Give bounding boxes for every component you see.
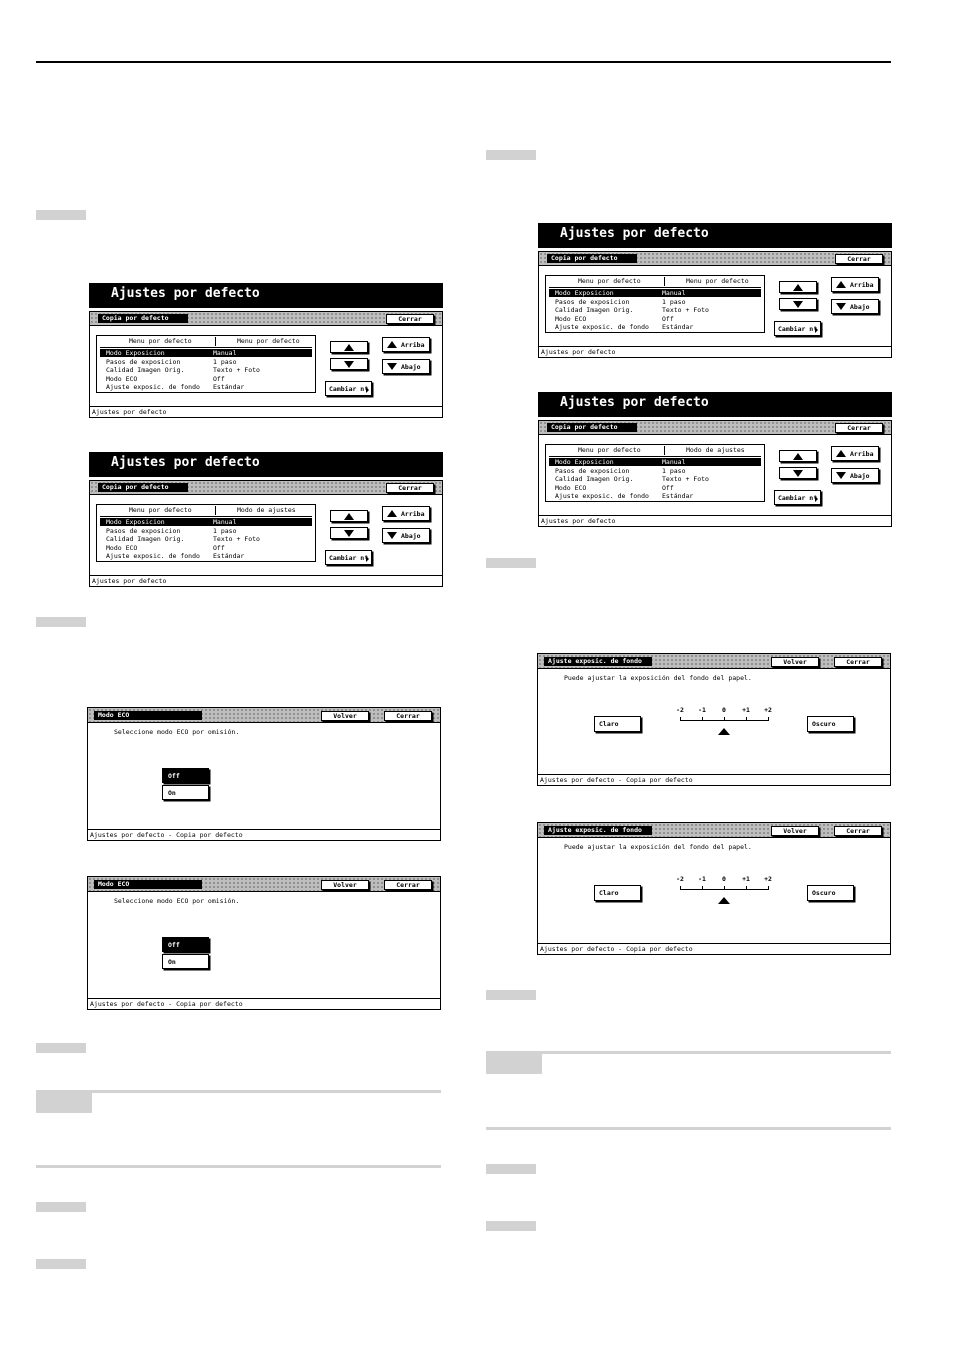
eco-screen <box>87 876 441 1010</box>
step-marker <box>486 1221 536 1231</box>
arrow-up-icon <box>793 453 803 460</box>
arriba-button[interactable] <box>382 506 430 521</box>
change-number-button[interactable] <box>774 321 821 336</box>
row-label: Modo Exposicion <box>555 458 614 466</box>
page-top-rule <box>36 61 891 63</box>
scale-tick <box>746 717 747 721</box>
step-marker <box>486 990 536 1000</box>
row-value: 1 paso <box>213 526 237 535</box>
back-button[interactable]: Volver <box>321 711 369 721</box>
close-button[interactable]: Cerrar <box>835 423 883 433</box>
step-marker <box>36 617 86 627</box>
settings-list <box>545 275 765 333</box>
row-label: Modo Exposicion <box>106 518 165 526</box>
corner-arrow-icon <box>815 327 818 333</box>
header-divider <box>549 287 761 288</box>
row-label: Modo Exposicion <box>555 289 614 297</box>
back-button[interactable]: Volver <box>771 657 819 667</box>
tab-modo-eco[interactable]: Modo ECO <box>94 711 202 720</box>
corner-arrow-icon <box>366 387 369 393</box>
scale-tick-label: -1 <box>698 875 706 883</box>
settings-list-row[interactable] <box>549 475 761 483</box>
column-header-menu: Menu por defecto <box>578 446 641 454</box>
note-tab <box>486 1054 542 1074</box>
change-number-label: Cambiar nº <box>329 553 369 562</box>
change-number-button[interactable] <box>325 550 372 565</box>
settings-list-row[interactable] <box>100 535 312 543</box>
scale-tick-label: -2 <box>676 875 684 883</box>
change-number-button[interactable] <box>325 381 372 396</box>
change-number-label: Cambiar nº <box>778 324 818 333</box>
arrow-up-icon <box>793 284 803 291</box>
arriba-label: Arriba <box>850 449 874 458</box>
arriba-button[interactable] <box>382 337 430 352</box>
row-label: Pasos de exposicion <box>106 526 181 535</box>
settings-list-row[interactable] <box>549 458 761 466</box>
arrow-down-icon <box>836 303 846 310</box>
row-value: Texto + Foto <box>662 306 709 315</box>
row-value: Estándar <box>662 492 694 501</box>
row-value: Estándar <box>662 323 694 332</box>
note-rule <box>486 1051 891 1054</box>
scale-tick-label: -1 <box>698 706 706 714</box>
instruction-text: Puede ajustar la exposición del fondo del papel. <box>564 843 752 851</box>
settings-list-row[interactable] <box>549 323 761 331</box>
settings-list-row[interactable] <box>549 484 761 492</box>
status-bar: Ajustes por defecto <box>90 575 442 586</box>
arrow-up-icon <box>344 513 354 520</box>
status-bar: Ajustes por defecto <box>90 406 442 417</box>
row-value: Manual <box>213 518 237 526</box>
close-button[interactable]: Cerrar <box>835 254 883 264</box>
darker-button[interactable]: Oscuro <box>807 885 854 901</box>
abajo-button[interactable] <box>382 528 430 543</box>
arrow-down-icon <box>793 470 803 477</box>
note-tab <box>36 1093 92 1113</box>
corner-arrow-icon <box>815 496 818 502</box>
status-bar: Ajustes por defecto - Copia por defecto <box>538 943 890 954</box>
scale-tick-label: -2 <box>676 706 684 714</box>
background-exposure-screen <box>537 653 891 786</box>
row-value: Estándar <box>213 383 245 392</box>
defaults-screen <box>89 283 443 418</box>
step-marker <box>36 1259 86 1269</box>
step-marker <box>36 210 86 220</box>
defaults-screen <box>538 223 892 358</box>
column-divider <box>664 446 665 455</box>
arriba-label: Arriba <box>850 280 874 289</box>
close-button[interactable]: Cerrar <box>834 826 882 836</box>
row-label: Ajuste exposic. de fondo <box>106 552 200 561</box>
instruction-text: Seleccione modo ECO por omisión. <box>114 728 240 736</box>
arrow-down-icon <box>793 301 803 308</box>
row-label: Calidad Imagen Orig. <box>106 535 185 544</box>
close-button[interactable]: Cerrar <box>386 483 434 493</box>
status-bar: Ajustes por defecto <box>539 515 891 526</box>
scale-tick <box>680 886 681 890</box>
header-divider <box>549 456 761 457</box>
arrow-up-icon <box>836 281 846 288</box>
row-value: Manual <box>213 349 237 357</box>
current-level-indicator <box>718 728 730 735</box>
arrow-down-icon <box>387 532 397 539</box>
column-header-value: Modo de ajustes <box>237 506 296 514</box>
row-label: Calidad Imagen Orig. <box>106 366 185 375</box>
defaults-panel <box>538 420 892 527</box>
row-label: Pasos de exposicion <box>555 466 630 475</box>
scale-tick-label: +2 <box>764 706 772 714</box>
arrow-up-icon <box>344 344 354 351</box>
settings-list-row[interactable] <box>100 544 312 552</box>
arriba-button[interactable] <box>831 277 879 292</box>
status-bar: Ajustes por defecto <box>539 346 891 357</box>
settings-list-row[interactable] <box>100 518 312 526</box>
abajo-label: Abajo <box>401 531 421 540</box>
settings-list-row[interactable] <box>549 492 761 500</box>
screen-title: Ajustes por defecto <box>538 223 892 248</box>
tab-ajuste-exposic-fondo[interactable]: Ajuste exposic. de fondo <box>544 657 652 666</box>
close-button[interactable]: Cerrar <box>384 711 432 721</box>
note-rule <box>36 1090 441 1093</box>
step-marker <box>36 1043 86 1053</box>
arrow-down-icon <box>344 530 354 537</box>
abajo-button[interactable] <box>382 359 430 374</box>
row-label: Pasos de exposicion <box>555 297 630 306</box>
status-bar: Ajustes por defecto - Copia por defecto <box>538 774 890 785</box>
column-header-value: Menu por defecto <box>686 277 749 285</box>
close-button[interactable]: Cerrar <box>384 880 432 890</box>
settings-list-row[interactable] <box>549 298 761 306</box>
settings-list <box>545 444 765 502</box>
screen-title: Ajustes por defecto <box>89 452 443 477</box>
row-value: Manual <box>662 458 686 466</box>
row-label: Calidad Imagen Orig. <box>555 306 634 315</box>
tab-copia-por-defecto[interactable]: Copia por defecto <box>98 314 188 323</box>
scroll-down-button[interactable] <box>330 358 368 370</box>
column-divider <box>215 506 216 515</box>
row-value: Texto + Foto <box>213 535 260 544</box>
column-header-menu: Menu por defecto <box>578 277 641 285</box>
arrow-up-icon <box>387 341 397 348</box>
arrow-down-icon <box>344 361 354 368</box>
scale-tick <box>768 717 769 721</box>
abajo-button[interactable] <box>831 299 879 314</box>
scroll-up-button[interactable] <box>779 450 817 462</box>
scale-tick <box>746 886 747 890</box>
arriba-label: Arriba <box>401 340 425 349</box>
change-number-label: Cambiar nº <box>778 493 818 502</box>
scale-tick-label: 0 <box>722 706 726 714</box>
scroll-down-button[interactable] <box>779 467 817 479</box>
scroll-up-button[interactable] <box>779 281 817 293</box>
eco-screen <box>87 707 441 841</box>
option-off-button[interactable]: Off <box>162 937 209 952</box>
tab-copia-por-defecto[interactable]: Copia por defecto <box>98 483 188 492</box>
row-label: Modo Exposicion <box>106 349 165 357</box>
arrow-down-icon <box>836 472 846 479</box>
back-button[interactable]: Volver <box>321 880 369 890</box>
back-button[interactable]: Volver <box>771 826 819 836</box>
settings-list-row[interactable] <box>100 527 312 535</box>
abajo-button[interactable] <box>831 468 879 483</box>
row-label: Modo ECO <box>106 374 138 383</box>
defaults-screen <box>89 452 443 587</box>
abajo-label: Abajo <box>401 362 421 371</box>
defaults-screen <box>538 392 892 527</box>
scale-tick-label: +1 <box>742 875 750 883</box>
column-header-menu: Menu por defecto <box>129 337 192 345</box>
settings-list-row[interactable] <box>100 552 312 560</box>
settings-list-row[interactable] <box>100 366 312 374</box>
status-bar: Ajustes por defecto - Copia por defecto <box>88 829 440 840</box>
scale-tick <box>768 886 769 890</box>
row-label: Modo ECO <box>555 483 587 492</box>
header-divider <box>100 347 312 348</box>
status-bar: Ajustes por defecto - Copia por defecto <box>88 998 440 1009</box>
scroll-down-button[interactable] <box>779 298 817 310</box>
defaults-panel <box>538 251 892 358</box>
change-number-label: Cambiar nº <box>329 384 369 393</box>
change-number-button[interactable] <box>774 490 821 505</box>
settings-list-row[interactable] <box>100 383 312 391</box>
row-label: Ajuste exposic. de fondo <box>555 492 649 501</box>
step-marker <box>36 1202 86 1212</box>
row-label: Calidad Imagen Orig. <box>555 475 634 484</box>
row-label: Ajuste exposic. de fondo <box>555 323 649 332</box>
row-value: Off <box>213 543 225 552</box>
row-label: Modo ECO <box>106 543 138 552</box>
settings-list-row[interactable] <box>100 375 312 383</box>
column-header-value: Modo de ajustes <box>686 446 745 454</box>
row-value: 1 paso <box>213 357 237 366</box>
row-value: Off <box>662 314 674 323</box>
scale-tick <box>702 717 703 721</box>
arriba-label: Arriba <box>401 509 425 518</box>
settings-list-row[interactable] <box>549 315 761 323</box>
row-value: Estándar <box>213 552 245 561</box>
option-on-button[interactable]: On <box>162 785 209 800</box>
tab-copia-por-defecto[interactable]: Copia por defecto <box>547 254 637 263</box>
arrow-up-icon <box>387 510 397 517</box>
lighter-button[interactable]: Claro <box>594 716 641 732</box>
abajo-label: Abajo <box>850 302 870 311</box>
settings-list <box>96 335 316 393</box>
step-marker <box>486 150 536 160</box>
scale-tick-label: +1 <box>742 706 750 714</box>
column-header-menu: Menu por defecto <box>129 506 192 514</box>
scroll-up-button[interactable] <box>330 341 368 353</box>
scale-tick <box>702 886 703 890</box>
tab-copia-por-defecto[interactable]: Copia por defecto <box>547 423 637 432</box>
option-off-button[interactable]: Off <box>162 768 209 783</box>
tab-modo-eco[interactable]: Modo ECO <box>94 880 202 889</box>
settings-list-row[interactable] <box>549 467 761 475</box>
scale-tick-label: 0 <box>722 875 726 883</box>
row-value: 1 paso <box>662 297 686 306</box>
settings-list-row[interactable] <box>100 358 312 366</box>
scale-tick <box>680 717 681 721</box>
step-marker <box>486 558 536 568</box>
scroll-down-button[interactable] <box>330 527 368 539</box>
row-label: Modo ECO <box>555 314 587 323</box>
row-value: Off <box>662 483 674 492</box>
screen-title: Ajustes por defecto <box>89 283 443 308</box>
row-label: Pasos de exposicion <box>106 357 181 366</box>
scale-tick <box>724 886 725 890</box>
arrow-down-icon <box>387 363 397 370</box>
row-label: Ajuste exposic. de fondo <box>106 383 200 392</box>
background-exposure-screen <box>537 822 891 955</box>
defaults-panel <box>89 480 443 587</box>
header-divider <box>100 516 312 517</box>
column-divider <box>215 337 216 346</box>
screen-title: Ajustes por defecto <box>538 392 892 417</box>
row-value: Texto + Foto <box>213 366 260 375</box>
tab-ajuste-exposic-fondo[interactable]: Ajuste exposic. de fondo <box>544 826 652 835</box>
darker-button[interactable]: Oscuro <box>807 716 854 732</box>
row-value: Off <box>213 374 225 383</box>
note-rule <box>36 1165 441 1168</box>
defaults-panel <box>89 311 443 418</box>
lighter-button[interactable]: Claro <box>594 885 641 901</box>
settings-list-row[interactable] <box>100 349 312 357</box>
row-value: Manual <box>662 289 686 297</box>
arriba-button[interactable] <box>831 446 879 461</box>
current-level-indicator <box>718 897 730 904</box>
step-marker <box>486 1164 536 1174</box>
abajo-label: Abajo <box>850 471 870 480</box>
scale-tick-label: +2 <box>764 875 772 883</box>
column-divider <box>664 277 665 286</box>
corner-arrow-icon <box>366 556 369 562</box>
option-on-button[interactable]: On <box>162 954 209 969</box>
instruction-text: Seleccione modo ECO por omisión. <box>114 897 240 905</box>
close-button[interactable]: Cerrar <box>386 314 434 324</box>
settings-list-row[interactable] <box>549 306 761 314</box>
instruction-text: Puede ajustar la exposición del fondo del papel. <box>564 674 752 682</box>
close-button[interactable]: Cerrar <box>834 657 882 667</box>
row-value: 1 paso <box>662 466 686 475</box>
row-value: Texto + Foto <box>662 475 709 484</box>
settings-list <box>96 504 316 562</box>
arrow-up-icon <box>836 450 846 457</box>
note-rule <box>486 1127 891 1130</box>
scroll-up-button[interactable] <box>330 510 368 522</box>
settings-list-row[interactable] <box>549 289 761 297</box>
scale-tick <box>724 717 725 721</box>
column-header-value: Menu por defecto <box>237 337 300 345</box>
